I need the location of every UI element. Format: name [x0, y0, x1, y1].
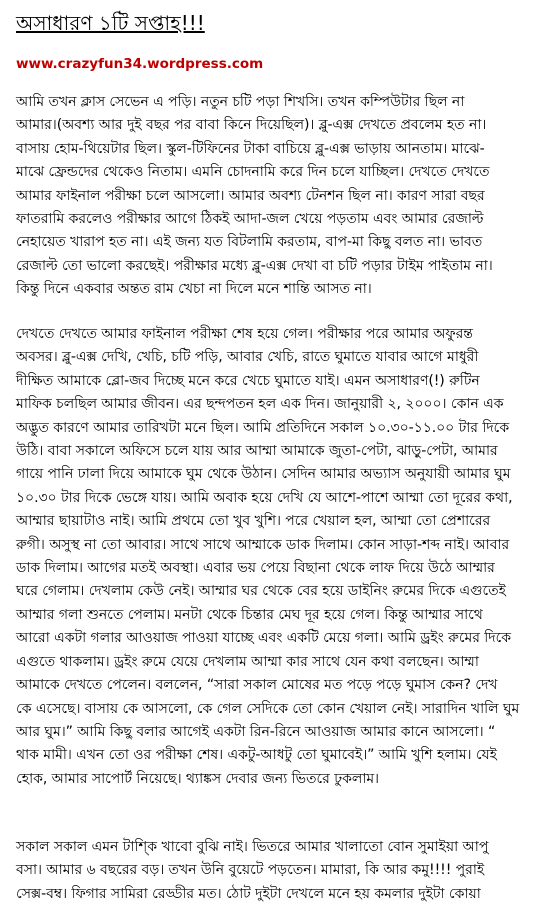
paragraph-3: [16, 836, 488, 905]
text-line: মাঝে ফ্রেন্ডদের থেকেও নিতাম। এমনি চোদনামি করে দিন চলে যাচ্ছিল। দেখতে দেখতে: [16, 164, 490, 181]
text-line: অদ্ভুত কারণে আমার তারিখটা মনে ছিল। আমি প্রতিদিনে সকাল ১০.৩০-১১.০০ টার দিকে: [16, 419, 510, 436]
text-line: থাক মামী। এখন তো ওর পরীক্ষা শেষ। একটু-আধটু তো ঘুমাবেই।” আমি খুশি হলাম। যেই: [16, 747, 497, 764]
text-line: আম্মার গলা শুনতে পেলাম। মনটা থেকে চিন্তার মেঘ দূর হয়ে গেল। কিন্তু আম্মার সাথে: [16, 606, 483, 623]
text-line: আমাকে দেখতে পেলেন। বললেন, “সারা সকাল মোষের মত পড়ে পড়ে ঘুমাস কেন? দেখ: [16, 677, 498, 694]
text-line: হোক, আমার সাপোর্ট নিয়েছে। থ্যাঙ্কস দেবার জন্য ভিতরে ঢুকলাম।: [16, 770, 379, 787]
text-line: রেজাল্ট তো ভালো করছেই। পরীক্ষার মধ্যে ব্লু-এক্স দেখা বা চটি পড়ার টাইম পাইতাম না।: [16, 257, 493, 274]
text-line: রুগী। অসুস্থ না তো আবার। সাথে সাথে আম্মাকে ডাক দিলাম। কোন সাড়া-শব্দ নাই। আবার: [16, 536, 510, 553]
text-line: বসা। আমার ৬ বছরের বড়। তখন উনি বুয়েটে পড়তেন। মামারা, কি আর কমু!!!! পুরাই: [16, 862, 485, 879]
paragraph-1: [16, 91, 493, 302]
text-line: উঠি। বাবা সকালে অফিসে চলে যায় আর আম্মা আমাকে জুতা-পেটা, ঝাড়ু-পেটা, আমার: [16, 443, 498, 460]
text-line: বাসায় হোম-থিয়েটার ছিল। স্কুল-টিফিনের টাকা বাচিয়ে ব্লু-এক্স ভাড়ায় আনতাম। মাঝে-: [16, 140, 485, 157]
text-line: আমার।(অবশ্য আর দুই বছর পর বাবা কিনে দিয়েছিল)। ব্লু-এক্স দেখতে প্রবলেম হত না।: [16, 117, 487, 134]
text-line: আমি তখন ক্লাস সেভেন এ পড়ি। নতুন চটি পড়া শিখসি। তখন কম্পিউটার ছিল না: [16, 94, 465, 110]
post-title: অসাধারণ ১টি সপ্তাহ!!!: [16, 11, 205, 35]
text-line: আমার ফাইনাল পরীক্ষা চলে আসলো। আমার অবশ্য টেনশন ছিল না। কারণ সারা বছর: [16, 187, 485, 204]
text-line: কিন্তু দিনে একবার অন্তত রাম খেচা না দিলে মনে শান্তি আসত না।: [16, 281, 372, 298]
text-line: ডাক দিলাম। আগের মতই অবস্থা। এবার ভয় পেয়ে বিছানা থেকে লাফ দিয়ে উঠে আম্মার: [16, 560, 495, 577]
text-line: গায়ে পানি ঢালা দিয়ে আমাকে ঘুম থেকে উঠান। সেদিন আমার অভ্যাস অনুযায়ী আমার ঘুম: [16, 466, 511, 483]
text-line: আম্মার ছায়াটাও নাই। আমি প্রথমে তো খুব খুশি। পরে খেয়াল হল, আম্মা তো প্রেশারের: [16, 513, 491, 530]
text-line: ঘরে গেলাম। দেখলাম কেউ নেই। আম্মার ঘর থেকে বের হয়ে ডাইনিং রুমের দিকে এগুতেই: [16, 583, 506, 600]
text-line: ১০.৩০ টার দিকে ভেঙ্গে যায়। আমি অবাক হয়ে দেখি যে আশে-পাশে আম্মা তো দূরের কথা,: [16, 489, 513, 506]
text-line: নেহায়েত খারাপ হত না। এই জন্য যত বিটলামি করতাম, বাপ-মা কিছু বলত না। ভাবত: [16, 234, 483, 251]
text-line: দীক্ষিত আমাকে ব্লো-জব দিচ্ছে মনে করে খেচে ঘুমাতে যাই। এমন অসাধারণ(!) রুটিন: [16, 372, 480, 389]
paragraph-2: [16, 323, 519, 791]
text-line: আর ঘুম।” আমি কিছু বলার আগেই একটা রিন-রিনে আওয়াজ আমার কানে আসলো। “: [16, 723, 496, 740]
text-line: মাফিক চলছিল আমার জীবন। এর ছন্দপতন হল এক দিন। জানুয়ারী ২, ২০০০। কোন এক: [16, 396, 504, 413]
site-url-link[interactable]: www.crazyfun34.wordpress.com: [16, 56, 264, 72]
text-line: সেক্স-বম্ব। ফিগার সামিরা রেড্ডীর মত। ঠোট দুইটা দেখলে মনে হয় কমলার দুইটা কোয়া: [16, 885, 481, 902]
text-line: ফাতরামি করলেও পরীক্ষার আগে ঠিকই আদা-জল খেয়ে পড়তাম এবং আমার রেজাল্ট: [16, 211, 484, 228]
text-line: দেখতে দেখতে আমার ফাইনাল পরীক্ষা শেষ হয়ে গেল। পরীক্ষার পরে আমার অফুরন্ত: [16, 326, 473, 342]
text-line: এগুতে থাকলাম। ড্রইং রুমে যেয়ে দেখলাম আম্মা কার সাথে যেন কথা বলছেন। আম্মা: [16, 653, 479, 670]
text-line: সকাল সকাল এমন টাশ্কি খাবো বুঝি নাই। ভিতরে আমার খালাতো বোন সুমাইয়া আপু: [16, 839, 489, 855]
text-line: আরো একটা গলার আওয়াজ পাওয়া যাচ্ছে এবং একটি মেয়ে গলা। আমি ড্রইং রুমের দিকে: [16, 630, 511, 647]
text-line: কে এসেছে। বাসায় কে আসলো, কে গেল সেদিকে তো কোন খেয়াল নেই। সারাদিন খালি ঘুম: [16, 700, 520, 717]
text-line: অবসর। ব্লু-এক্স দেখি, খেচি, চটি পড়ি, আবার খেচি, রাতে ঘুমাতে যাবার আগে মাধুরী: [16, 349, 479, 366]
